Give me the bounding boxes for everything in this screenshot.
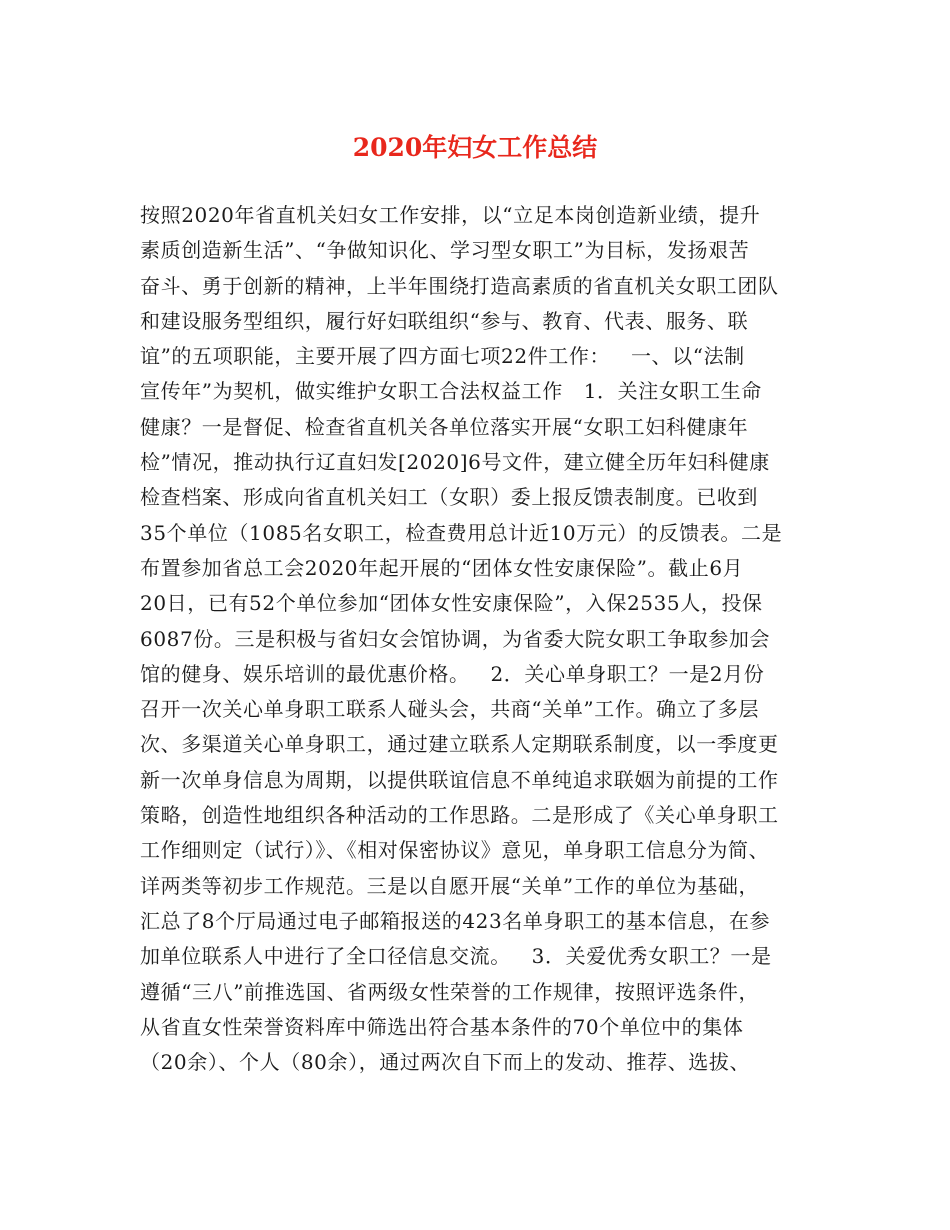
- body-line: 检”情况，推动执行辽直妇发[2020]6号文件，建立健全历年妇科健康: [140, 450, 770, 475]
- body-line: 新一次单身信息为周期，以提供联谊信息不单纯追求联姻为前提的工作: [140, 767, 779, 792]
- body-line: 遵循“三八”前推选国、省两级女性荣誉的工作规律，按照评选条件，: [140, 979, 760, 1004]
- body-line: 工作细则定（试行）》、《相对保密协议》意见，单身职工信息分为简、: [140, 838, 770, 863]
- body-line: 检查档案、形成向省直机关妇工（女职）委上报反馈表制度。已收到: [140, 485, 758, 510]
- body-line: 详两类等初步工作规范。三是以自愿开展“关单”工作的单位为基础，: [140, 873, 760, 898]
- document-title: 2020年妇女工作总结: [352, 133, 598, 162]
- body-line: 6087份。三是积极与省妇女会馆协调，为省委大院女职工争取参加会: [140, 626, 771, 651]
- body-line: 汇总了8个厅局通过电子邮箱报送的423名单身职工的基本信息，在参: [140, 908, 771, 933]
- body-line: 布置参加省总工会2020年起开展的“团体女性安康保险”。截止6月: [140, 555, 744, 580]
- body-line: （20余）、个人（80余），通过两次自下而上的发动、推荐、选拔、: [140, 1050, 751, 1075]
- body-line: 从省直女性荣誉资料库中筛选出符合基本条件的70个单位中的集体: [140, 1014, 744, 1039]
- body-line: 20日，已有52个单位参加“团体女性安康保险”，入保2535人，投保: [140, 591, 763, 616]
- body-line: 健康？一是督促、检查省直机关各单位落实开展“女职工妇科健康年: [140, 414, 749, 439]
- body-line: 馆的健身、娱乐培训的最优惠价格。 2．关心单身职工？一是2月份: [140, 661, 765, 686]
- body-line: 召开一次关心单身职工联系人碰头会，共商“关单”工作。确立了多层: [140, 697, 760, 722]
- body-line: 和建设服务型组织，履行好妇联组织“参与、教育、代表、服务、联: [140, 308, 749, 333]
- body-line: 宣传年”为契机，做实维护女职工合法权益工作 1．关注女职工生命: [140, 379, 762, 404]
- body-line: 按照2020年省直机关妇女工作安排，以“立足本岗创造新业绩，提升: [140, 203, 761, 227]
- body-line: 素质创造新生活”、“争做知识化、学习型女职工”为目标，发扬艰苦: [140, 238, 750, 263]
- body-line: 谊”的五项职能，主要开展了四方面七项22件工作： 一、以“法制: [140, 344, 745, 369]
- body-line: 奋斗、勇于创新的精神，上半年围绕打造高素质的省直机关女职工团队: [140, 273, 779, 298]
- document-body: [140, 198, 830, 1080]
- body-line: 加单位联系人中进行了全口径信息交流。 3．关爱优秀女职工？一是: [140, 944, 772, 969]
- body-line: 策略，创造性地组织各种活动的工作思路。二是形成了《关心单身职工: [140, 803, 779, 828]
- body-line: 35个单位（1085名女职工，检查费用总计近10万元）的反馈表。二是: [140, 520, 783, 545]
- body-line: 次、多渠道关心单身职工，通过建立联系人定期联系制度，以一季度更: [140, 732, 779, 757]
